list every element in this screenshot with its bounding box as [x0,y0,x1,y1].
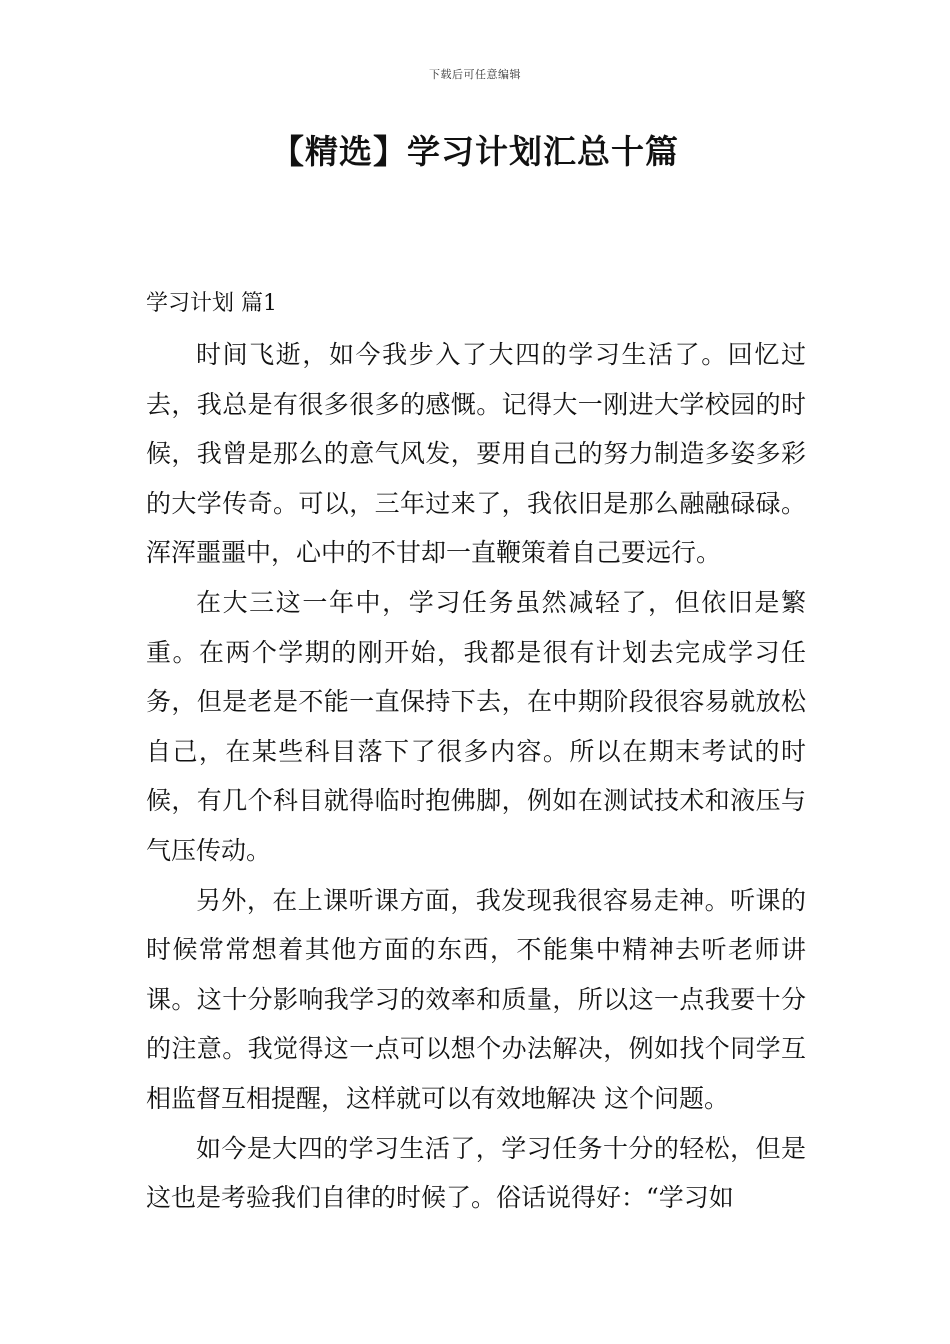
paragraph: 在大三这一年中，学习任务虽然减轻了，但依旧是繁重。在两个学期的刚开始，我都是很有计划去完成学习任务，但是老是不能一直保持下去，在中期阶段很容易就放松自己，在某些科目落下了很多内容。所以在期末考试的时候，有几个科目就得临时抱佛脚，例如在测试技术和液压与气压传动。 [146,587,806,865]
body-text [146,330,806,1223]
section-heading: 学习计划 篇1 [146,291,277,316]
paragraph: 另外，在上课听课方面，我发现我很容易走神。听课的时候常常想着其他方面的东西，不能集中精神去听老师讲课。这十分影响我学习的效率和质量，所以这一点我要十分的注意。我觉得这一点可以想个办法解决，例如找个同学互相监督互相提醒，这样就可以有效地解决 这个问题。 [146,885,806,1113]
paragraph: 时间飞逝，如今我步入了大四的学习生活了。回忆过去，我总是有很多很多的感慨。记得大一刚进大学校园的时候，我曾是那么的意气风发，要用自己的努力制造多姿多彩的大学传奇。可以，三年过来了，我依旧是那么融融碌碌。浑浑噩噩中，心中的不甘却一直鞭策着自己要远行。 [146,340,806,568]
paragraph: 如今是大四的学习生活了，学习任务十分的轻松，但是这也是考验我们自律的时候了。俗话说得好：“学习如 [146,1133,806,1213]
header-note: 下载后可任意编辑 [429,68,521,81]
document-title: 【精选】学习计划汇总十篇 [271,132,679,171]
